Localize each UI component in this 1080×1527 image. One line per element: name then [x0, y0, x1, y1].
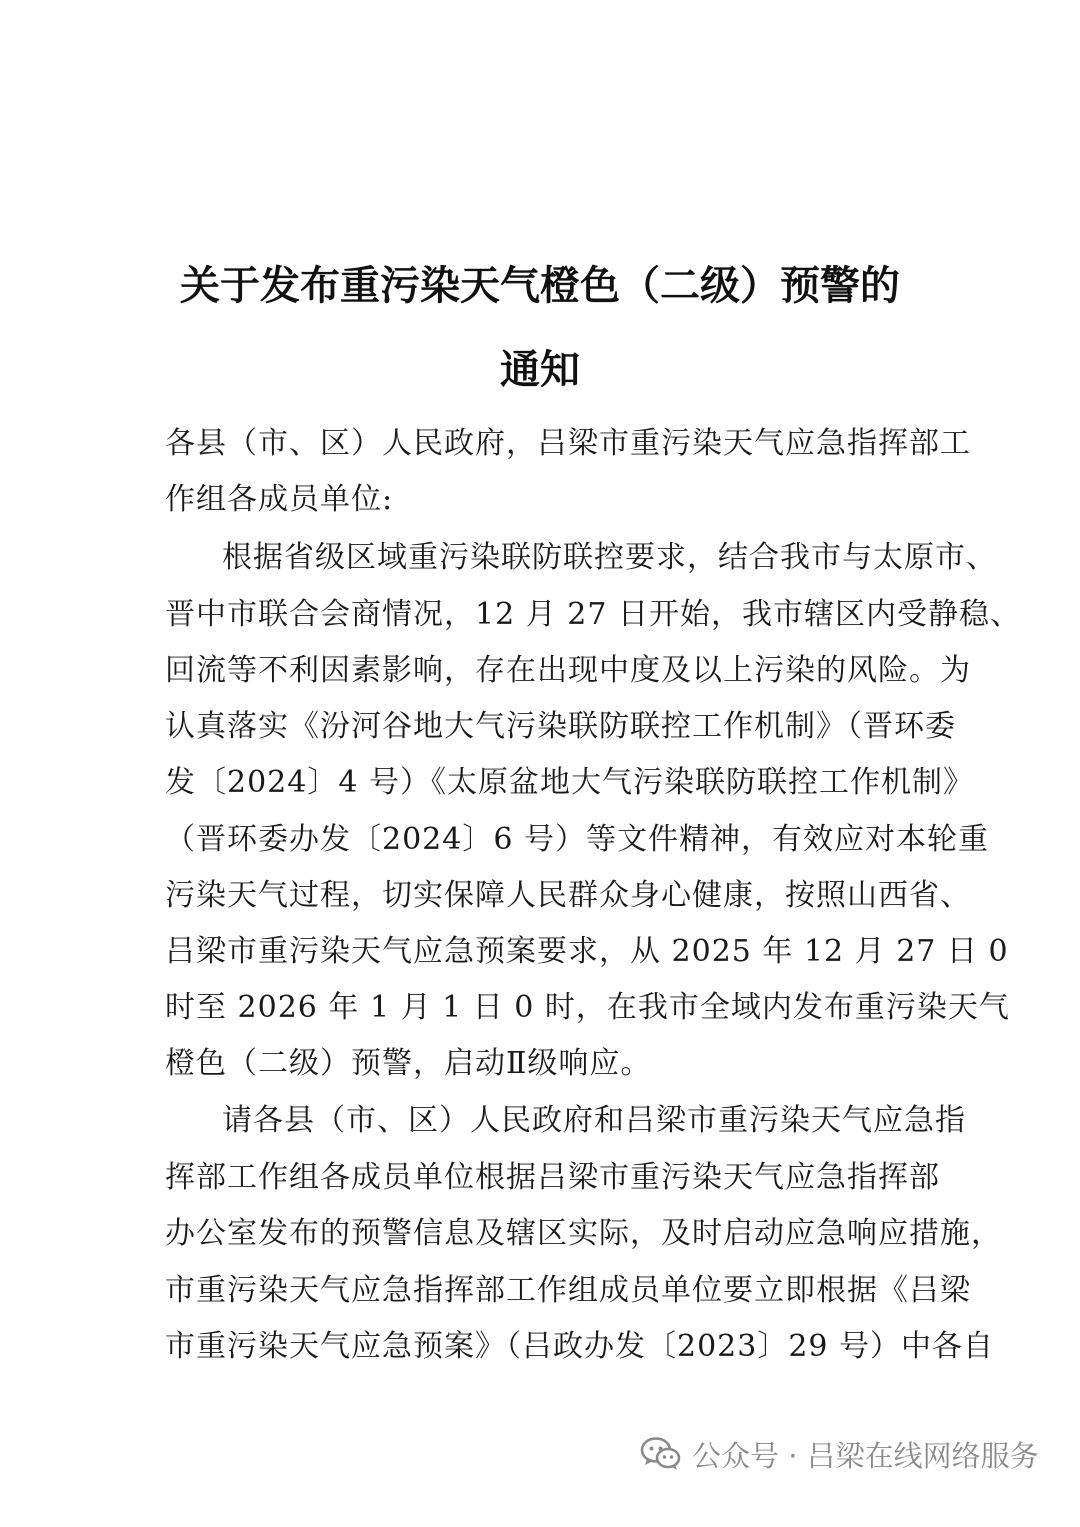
wechat-watermark	[640, 1432, 1039, 1476]
body-line-1: 各县（市、区）人民政府，吕梁市重污染天气应急指挥部工	[165, 426, 971, 461]
body-line-8: （晋环委办发〔2024〕6 号）等文件精神，有效应对本轮重	[165, 822, 989, 857]
body-line-2: 作组各成员单位:	[165, 482, 394, 517]
body-line-11: 时至 2026 年 1 月 1 日 0 时，在我市全域内发布重污染天气	[165, 990, 1010, 1025]
watermark-text: 公众号 · 吕梁在线网络服务	[692, 1438, 1039, 1473]
document-title-line-1: 关于发布重污染天气橙色（二级）预警的	[180, 262, 900, 309]
body-line-12: 橙色（二级）预警，启动Ⅱ级响应。	[165, 1046, 652, 1081]
body-line-7: 发〔2024〕4 号）《太原盆地大气污染联防联控工作机制》	[165, 765, 974, 800]
body-line-14: 挥部工作组各成员单位根据吕梁市重污染天气应急指挥部	[165, 1160, 940, 1195]
body-line-16: 市重污染天气应急指挥部工作组成员单位要立即根据《吕梁	[165, 1273, 971, 1308]
body-line-6: 认真落实《汾河谷地大气污染联防联控工作机制》（晋环委	[165, 709, 956, 744]
body-line-4: 晋中市联合会商情况，12 月 27 日开始，我市辖区内受静稳、	[165, 597, 1021, 632]
body-line-9: 污染天气过程，切实保障人民群众身心健康，按照山西省、	[165, 878, 971, 913]
document-title-line-2: 通知	[500, 346, 580, 393]
body-line-15: 办公室发布的预警信息及辖区实际，及时启动应急响应措施，	[165, 1216, 1002, 1251]
body-line-3: 根据省级区域重污染联防联控要求，结合我市与太原市、	[222, 540, 997, 575]
wechat-icon	[640, 1436, 682, 1472]
body-line-17: 市重污染天气应急预案》（吕政办发〔2023〕29 号）中各自	[165, 1329, 995, 1364]
body-line-10: 吕梁市重污染天气应急预案要求，从 2025 年 12 月 27 日 0	[165, 934, 1009, 969]
body-line-13: 请各县（市、区）人民政府和吕梁市重污染天气应急指	[222, 1103, 966, 1138]
body-line-5: 回流等不利因素影响，存在出现中度及以上污染的风险。为	[165, 653, 971, 688]
